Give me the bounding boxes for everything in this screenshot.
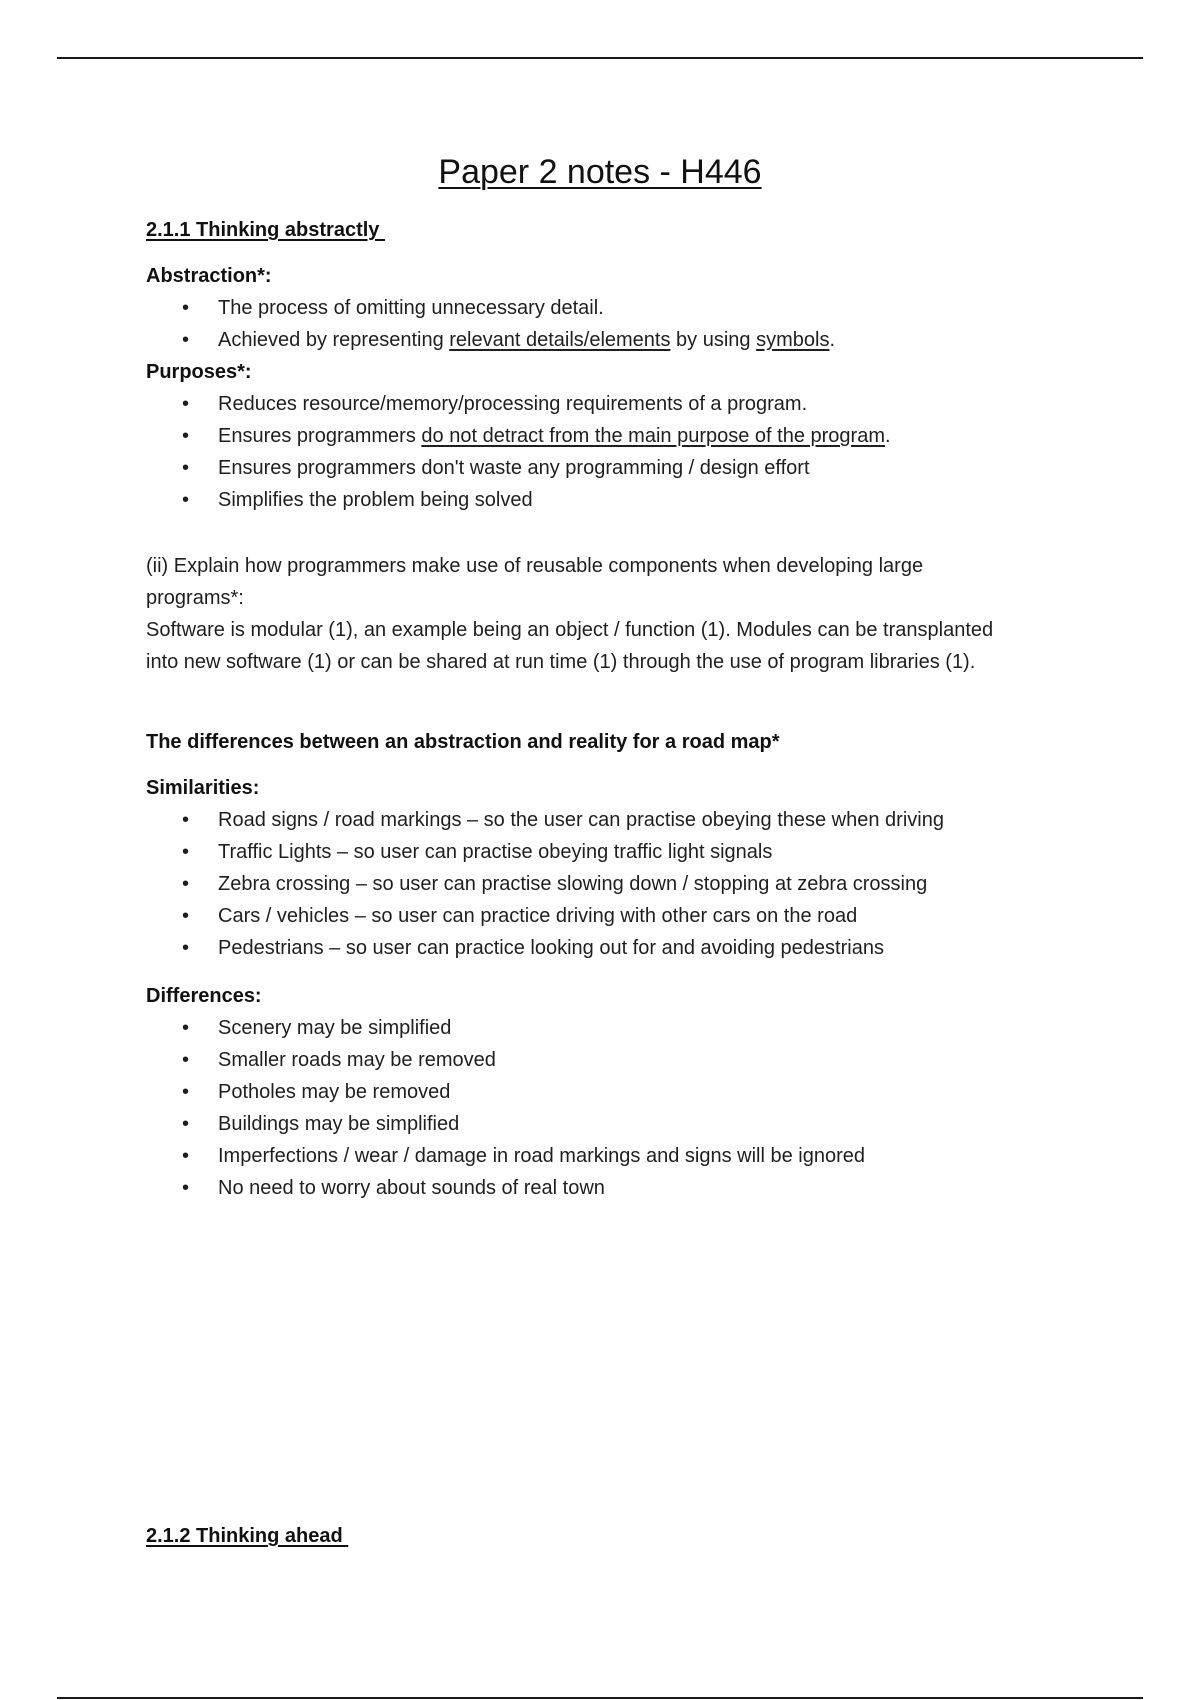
purposes-label: Purposes*: (146, 361, 252, 383)
roadmap-heading-text: The differences between an abstraction and reality for a road map* (146, 731, 780, 753)
list-item: • Imperfections / wear / damage in road markings and signs will be ignored (146, 1140, 1056, 1172)
section-heading-text: 2.1.1 Thinking abstractly (146, 219, 385, 241)
list-item: • Scenery may be simplified (146, 1012, 1056, 1044)
list-item: • The process of omitting unnecessary detail. (146, 292, 1056, 324)
header-rule (57, 57, 1143, 59)
list-item: • Road signs / road markings – so the user can practise obeying these when driving (146, 804, 1056, 836)
list-item: • Cars / vehicles – so user can practice driving with other cars on the road (146, 900, 1056, 932)
list-item: • Simplifies the problem being solved (146, 484, 1056, 516)
question-text: (ii) Explain how programmers make use of reusable components when developing large programs*: (146, 555, 924, 609)
differences-label: Differences: (146, 985, 262, 1007)
list-item: • No need to worry about sounds of real town (146, 1172, 1056, 1204)
answer-text: Software is modular (1), an example being an object / function (1). Modules can be transplanted into new software (1) or can be shared at run time (1) through the use of program libraries (1). (146, 619, 994, 673)
section-heading-text: 2.1.2 Thinking ahead (146, 1525, 349, 1547)
list-item: • Ensures programmers don't waste any programming / design effort (146, 452, 1056, 484)
similarities-label: Similarities: (146, 777, 260, 799)
list-item: • Achieved by representing relevant details/elements by using symbols. (146, 324, 1056, 356)
list-item: • Zebra crossing – so user can practise slowing down / stopping at zebra crossing (146, 868, 1056, 900)
reusable-components-question (146, 550, 1026, 678)
list-item: • Potholes may be removed (146, 1076, 1056, 1108)
section-heading-thinking-abstractly (146, 214, 1056, 246)
purposes-list (146, 388, 1056, 516)
abstraction-label: Abstraction*: (146, 265, 272, 287)
list-item: • Ensures programmers do not detract from the main purpose of the program. (146, 420, 1056, 452)
similarities-block (146, 772, 1056, 964)
section-heading-thinking-ahead (146, 1520, 1056, 1552)
differences-list (146, 1012, 1056, 1204)
list-item: • Traffic Lights – so user can practise obeying traffic light signals (146, 836, 1056, 868)
list-item: • Buildings may be simplified (146, 1108, 1056, 1140)
differences-block (146, 980, 1056, 1204)
list-item: • Reduces resource/memory/processing requirements of a program. (146, 388, 1056, 420)
abstraction-list (146, 292, 1056, 356)
footer-rule (57, 1697, 1143, 1699)
page-title: Paper 2 notes - H446 (438, 153, 762, 191)
roadmap-heading (146, 726, 1056, 758)
abstraction-block (146, 260, 1056, 516)
list-item: • Pedestrians – so user can practice looking out for and avoiding pedestrians (146, 932, 1056, 964)
similarities-list (146, 804, 1056, 964)
list-item: • Smaller roads may be removed (146, 1044, 1056, 1076)
